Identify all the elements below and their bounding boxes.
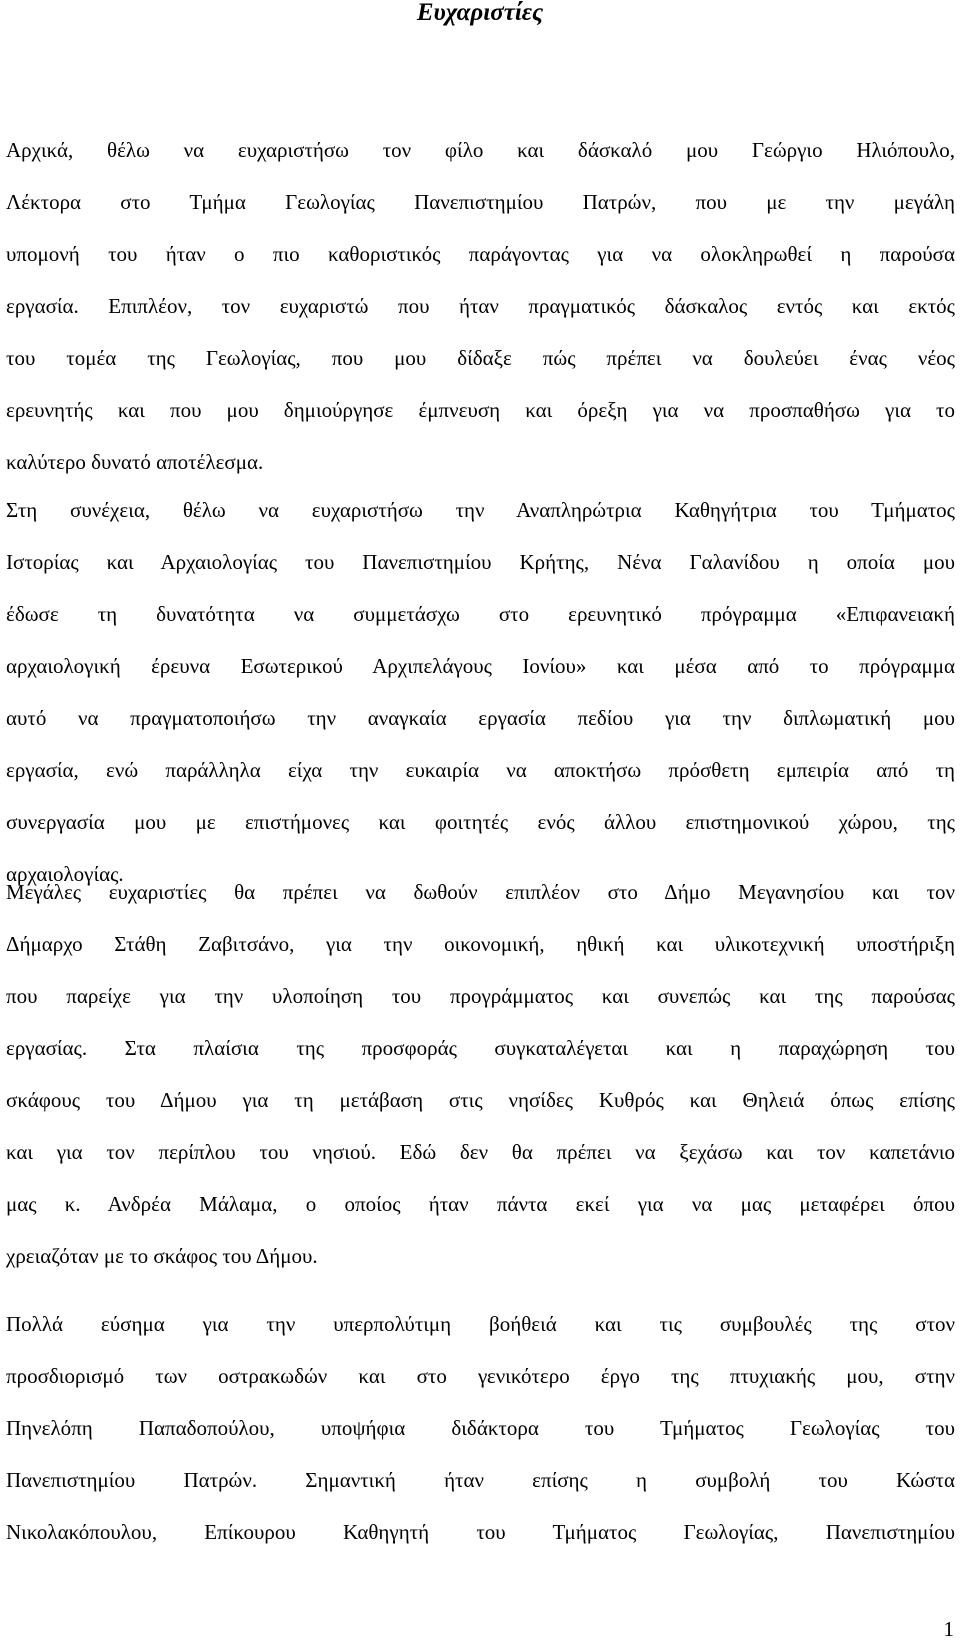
paragraph-line: εργασία. Επιπλέον, τον ευχαριστώ που ήταν πραγματικός δάσκαλος εντός και εκτός: [6, 294, 955, 318]
paragraph-line: αυτό να πραγματοποιήσω την αναγκαία εργασία πεδίου για την διπλωματική μου: [6, 706, 955, 730]
paragraph-line: καλύτερο δυνατό αποτέλεσμα.: [6, 450, 264, 474]
paragraph-municipality: [6, 866, 955, 1282]
paragraph-line: Στη συνέχεια, θέλω να ευχαριστήσω την Αναπληρώτρια Καθηγήτρια του Τμήματος: [6, 498, 955, 522]
paragraph-line: αρχαιολογική έρευνα Εσωτερικού Αρχιπελάγους Ιονίου» και μέσα από το πρόγραμμα: [6, 654, 955, 678]
paragraph-line: συνεργασία μου με επιστήμονες και φοιτητές ενός άλλου επιστημονικού χώρου, της: [6, 810, 955, 834]
paragraph-line: Πολλά εύσημα για την υπερπολύτιμη βοήθειά και τις συμβουλές της στον: [6, 1312, 955, 1336]
paragraph-line: του τομέα της Γεωλογίας, που μου δίδαξε πώς πρέπει να δουλεύει ένας νέος: [6, 346, 955, 370]
paragraph-archaeology: [6, 484, 955, 900]
paragraph-line: Λέκτορα στο Τμήμα Γεωλογίας Πανεπιστημίου Πατρών, που με την μεγάλη: [6, 190, 955, 214]
paragraph-line: Πηνελόπη Παπαδοπούλου, υποψήφια διδάκτορα του Τμήματος Γεωλογίας του: [6, 1416, 955, 1440]
paragraph-line: Αρχικά, θέλω να ευχαριστήσω τον φίλο και δάσκαλό μου Γεώργιο Ηλιόπουλο,: [6, 138, 955, 162]
page-number: 1: [943, 1617, 954, 1641]
paragraph-intro: [6, 124, 955, 488]
paragraph-line: αρχαιολογίας.: [6, 862, 124, 886]
paragraph-line: ερευνητής και που μου δημιούργησε έμπνευση και όρεξη για να προσπαθήσω για το: [6, 398, 955, 422]
paragraph-line: υπομονή του ήταν ο πιο καθοριστικός παράγοντας για να ολοκληρωθεί η παρούσα: [6, 242, 955, 266]
paragraph-line: σκάφους του Δήμου για τη μετάβαση στις νησίδες Κυθρός και Θηλειά όπως επίσης: [6, 1088, 955, 1112]
paragraph-line: Ιστορίας και Αρχαιολογίας του Πανεπιστημίου Κρήτης, Νένα Γαλανίδου η οποία μου: [6, 550, 955, 574]
paragraph-ostracods: [6, 1298, 955, 1558]
paragraph-line: προσδιορισμό των οστρακωδών και στο γενικότερο έργο της πτυχιακής μου, στην: [6, 1364, 955, 1388]
paragraph-line: και για τον περίπλου του νησιού. Εδώ δεν θα πρέπει να ξεχάσω και τον καπετάνιο: [6, 1140, 955, 1164]
paragraph-line: Πανεπιστημίου Πατρών. Σημαντική ήταν επίσης η συμβολή του Κώστα: [6, 1468, 955, 1492]
paragraph-line: εργασίας. Στα πλαίσια της προσφοράς συγκαταλέγεται και η παραχώρηση του: [6, 1036, 955, 1060]
paragraph-line: χρειαζόταν με το σκάφος του Δήμου.: [6, 1244, 318, 1268]
paragraph-line: έδωσε τη δυνατότητα να συμμετάσχω στο ερευνητικό πρόγραμμα «Επιφανειακή: [6, 602, 955, 626]
paragraph-line: που παρείχε για την υλοποίηση του προγράμματος και συνεπώς και της παρούσας: [6, 984, 955, 1008]
page-title: Ευχαριστίες: [416, 0, 544, 26]
paragraph-line: Νικολακόπουλου, Επίκουρου Καθηγητή του Τμήματος Γεωλογίας, Πανεπιστημίου: [6, 1520, 955, 1544]
paragraph-line: Μεγάλες ευχαριστίες θα πρέπει να δωθούν επιπλέον στο Δήμο Μεγανησίου και τον: [6, 880, 955, 904]
paragraph-line: Δήμαρχο Στάθη Ζαβιτσάνο, για την οικονομική, ηθική και υλικοτεχνική υποστήριξη: [6, 932, 955, 956]
paragraph-line: εργασία, ενώ παράλληλα είχα την ευκαιρία να αποκτήσω πρόσθετη εμπειρία από τη: [6, 758, 955, 782]
paragraph-line: μας κ. Ανδρέα Μάλαμα, ο οποίος ήταν πάντα εκεί για να μας μεταφέρει όπου: [6, 1192, 955, 1216]
